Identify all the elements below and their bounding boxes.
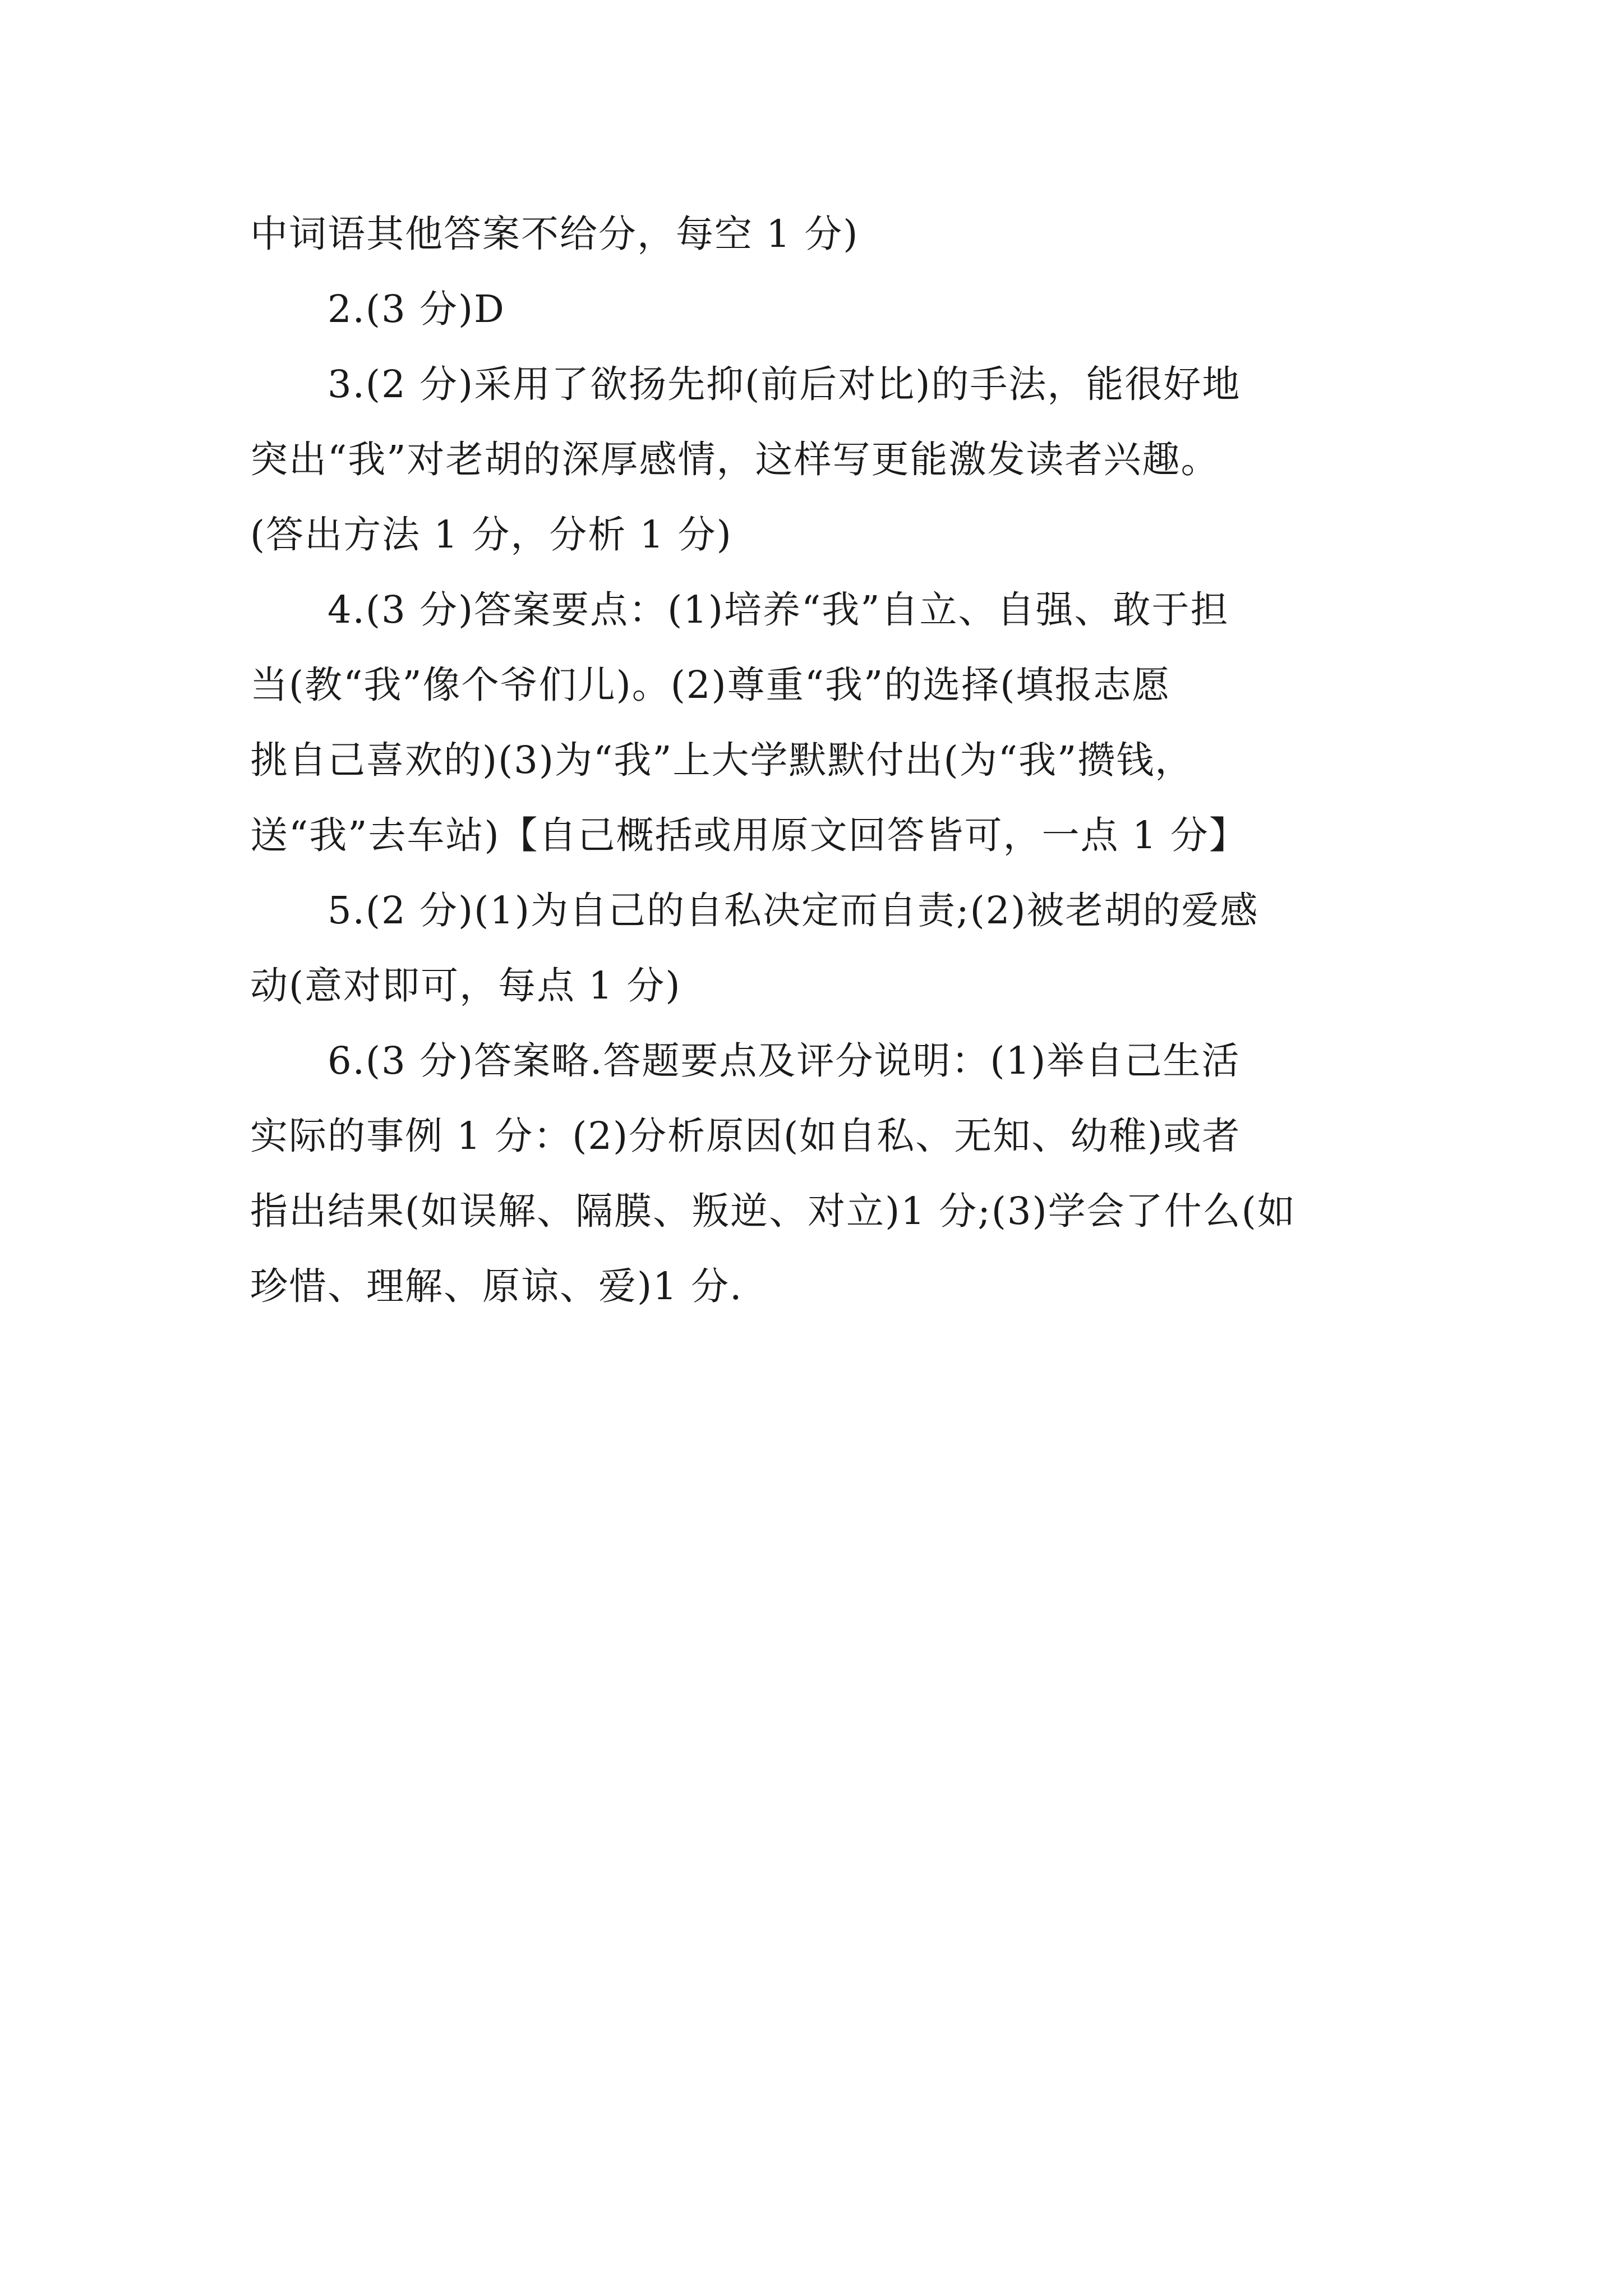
- text-line: 2.(3 分)D: [328, 287, 505, 331]
- text-line: 送“我”去车站)【自己概括或用原文回答皆可，一点 1 分】: [250, 813, 1248, 857]
- text-line: 挑自己喜欢的)(3)为“我”上大学默默付出(为“我”攒钱，: [250, 738, 1194, 782]
- text-line: 突出“我”对老胡的深厚感情，这样写更能激发读者兴趣。: [250, 438, 1220, 481]
- text-line: 指出结果(如误解、隔膜、叛逆、对立)1 分;(3)学会了什么(如: [250, 1189, 1296, 1233]
- text-line: 当(教“我”像个爷们儿)。(2)尊重“我”的选择(填报志愿: [250, 663, 1171, 707]
- text-line: 动(意对即可，每点 1 分): [250, 964, 681, 1007]
- text-line: 实际的事例 1 分：(2)分析原因(如自私、无知、幼稚)或者: [250, 1114, 1241, 1158]
- text-line: 4.(3 分)答案要点：(1)培养“我”自立、自强、敢于担: [328, 588, 1229, 632]
- text-line: 3.(2 分)采用了欲扬先抑(前后对比)的手法，能很好地: [328, 362, 1241, 406]
- text-line: (答出方法 1 分，分析 1 分): [250, 513, 732, 556]
- text-line: 珍惜、理解、原谅、爱)1 分.: [250, 1264, 743, 1308]
- text-line: 6.(3 分)答案略.答题要点及评分说明：(1)举自己生活: [328, 1039, 1241, 1083]
- answer-text-block: [250, 196, 1377, 1324]
- text-line: 5.(2 分)(1)为自己的自私决定而自责;(2)被老胡的爱感: [328, 889, 1259, 932]
- text-line: 中词语其他答案不给分，每空 1 分): [250, 212, 859, 256]
